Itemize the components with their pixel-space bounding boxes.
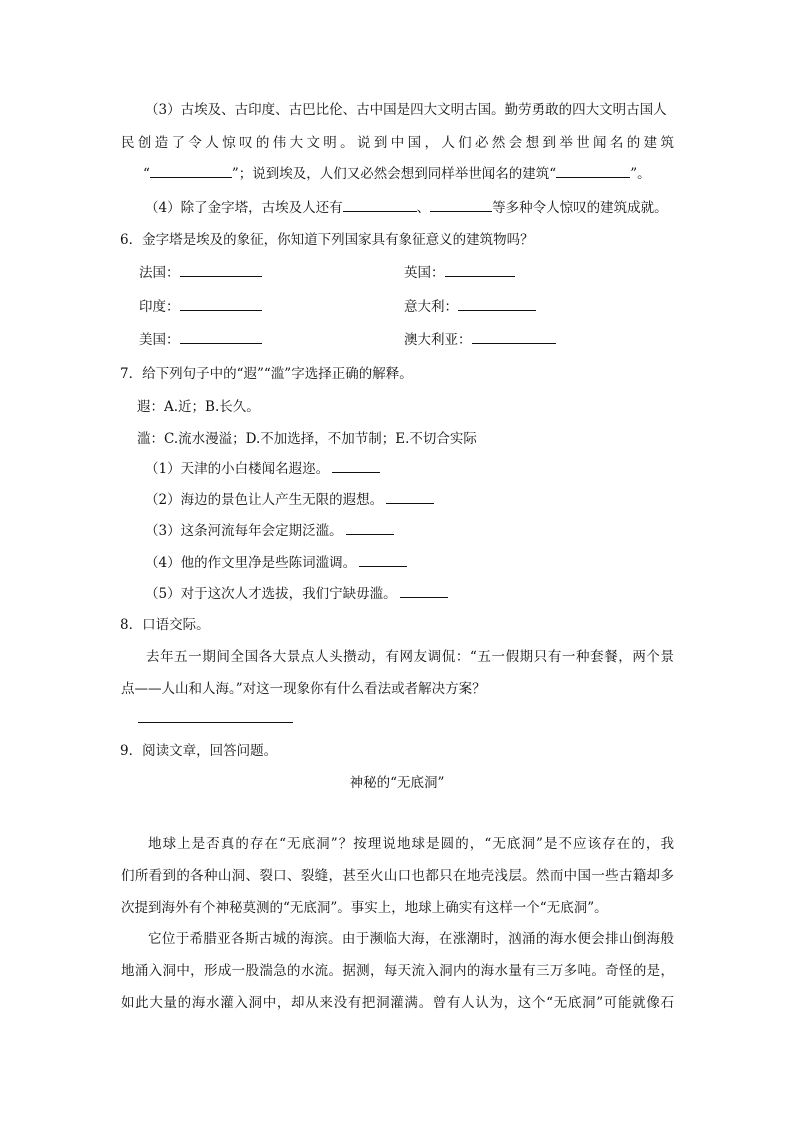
q7-sentence-1 xyxy=(145,459,380,479)
q6-stem: 6．金字塔是埃及的象征，你知道下列国家具有象征意义的建筑物吗？ xyxy=(120,232,534,248)
answer-blank-australia[interactable] xyxy=(472,330,556,344)
q7-sentence-2-text: （2）海边的景色让人产生无限的遐想。 xyxy=(145,492,384,508)
answer-blank-usa[interactable] xyxy=(180,330,262,344)
q6-item-italy xyxy=(404,297,536,317)
answer-blank-q7-3[interactable] xyxy=(346,521,394,535)
answer-blank-building-2[interactable] xyxy=(430,198,492,212)
q5-p4-sep: 、 xyxy=(416,200,431,216)
article-p1-line2 xyxy=(121,866,674,886)
q6-label-australia: 澳大利亚： xyxy=(404,332,472,348)
article-p2-line3-text: 如此大量的海水灌入洞中，却从来没有把洞灌满。曾有人认为，这个“无底洞”可能就像石 xyxy=(121,995,674,1011)
answer-blank-q7-5[interactable] xyxy=(400,584,448,598)
q5-p3-line3-mid: ”；说到埃及，人们又必然会想到同样举世闻名的建筑“ xyxy=(231,166,557,182)
q6-label-italy: 意大利： xyxy=(404,299,458,315)
q5-p4-end: 等多种令人惊叹的建筑成就。 xyxy=(492,200,668,216)
answer-blank-q7-4[interactable] xyxy=(359,553,407,567)
article-p2-line1 xyxy=(148,929,674,949)
article-p2-line2 xyxy=(121,961,674,981)
q6-item-india xyxy=(139,297,262,317)
q6-label-france: 法国： xyxy=(139,265,180,281)
article-p2-line1-text: 它位于希腊亚各斯古城的海滨。由于濒临大海，在涨潮时，汹涌的海水便会排山倒海般 xyxy=(148,931,674,947)
answer-blank-building-1[interactable] xyxy=(343,198,417,212)
q7-def-lan: 滥：C.流水漫溢；D.不加选择，不加节制；E.不切合实际 xyxy=(137,431,477,447)
q6-item-australia xyxy=(404,330,556,350)
q5-p3-line3 xyxy=(143,164,651,184)
article-p1-line2-text: 们所看到的各种山洞、裂口、裂缝，甚至火山口也都只在地壳浅层。然而中国一些古籍却多 xyxy=(121,868,674,884)
q6-label-usa: 美国： xyxy=(139,332,180,348)
article-p2-line2-text: 地涌入洞中，形成一股湍急的水流。据测，每天流入洞内的海水量有三万多吨。奇怪的是， xyxy=(121,963,674,979)
article-p1-line1 xyxy=(148,834,674,854)
q8-text-line1 xyxy=(146,647,674,667)
article-p1-line1-text: 地球上是否真的存在“无底洞”？按理说地球是圆的，“无底洞”是不应该存在的，我 xyxy=(148,836,674,852)
q9-stem: 9．阅读文章，回答问题。 xyxy=(120,743,278,759)
answer-blank-china-building[interactable] xyxy=(150,164,232,178)
answer-blank-egypt-building[interactable] xyxy=(556,164,630,178)
q8-text-line1-text: 去年五一期间全国各大景点人头攒动，有网友调侃：“五一假期只有一种套餐，两个景 xyxy=(146,649,674,665)
q6-item-usa xyxy=(139,330,262,350)
q8-stem: 8．口语交际。 xyxy=(120,617,210,633)
q5-p3-line2-text: 民创造了令人惊叹的伟大文明。说到中国，人们必然会想到举世闻名的建筑 xyxy=(121,135,674,151)
q7-sentence-2 xyxy=(145,490,434,510)
q7-sentence-5 xyxy=(145,584,448,604)
q5-p4 xyxy=(145,198,668,218)
q5-p3-line2 xyxy=(121,133,674,153)
article-p2-line3 xyxy=(121,993,674,1013)
answer-blank-q7-1[interactable] xyxy=(332,459,380,473)
q5-close-quote: ”。 xyxy=(630,166,651,182)
answer-blank-italy[interactable] xyxy=(458,297,536,311)
article-title: 神秘的“无底洞” xyxy=(349,775,445,791)
q8-text-line2: 点——人山和人海。”对这一现象你有什么看法或者解决方案？ xyxy=(121,681,486,697)
answer-line-q8[interactable] xyxy=(138,722,293,723)
article-p1-line3: 次提到海外有个神秘莫测的“无底洞”。事实上，地球上确实有这样一个“无底洞”。 xyxy=(121,900,608,916)
q7-sentence-4 xyxy=(145,553,407,573)
q7-stem: 7．给下列句子中的“遐”“滥”字选择正确的解释。 xyxy=(120,366,413,382)
q7-sentence-5-text: （5）对于这次人才选拔，我们宁缺毋滥。 xyxy=(145,586,397,602)
q6-label-india: 印度： xyxy=(139,299,180,315)
answer-blank-india[interactable] xyxy=(180,297,262,311)
q7-sentence-3 xyxy=(145,521,394,541)
q7-sentence-3-text: （3）这条河流每年会定期泛滥。 xyxy=(145,523,343,539)
answer-blank-france[interactable] xyxy=(180,263,262,277)
answer-blank-uk[interactable] xyxy=(445,263,515,277)
q5-p4-start: （4）除了金字塔，古埃及人还有 xyxy=(145,200,343,216)
q6-item-france xyxy=(139,263,262,283)
q7-sentence-4-text: （4）他的作文里净是些陈词滥调。 xyxy=(145,555,357,571)
q5-open-quote: “ xyxy=(143,166,150,182)
q5-p3-line1: （3）古埃及、古印度、古巴比伦、古中国是四大文明古国。勤劳勇敢的四大文明古国人 xyxy=(145,102,667,118)
answer-blank-q7-2[interactable] xyxy=(386,490,434,504)
q6-item-uk xyxy=(404,263,515,283)
q7-sentence-1-text: （1）天津的小白楼闻名遐迩。 xyxy=(145,461,330,477)
q7-def-xia: 遐：A.近；B.长久。 xyxy=(137,399,260,415)
q6-label-uk: 英国： xyxy=(404,265,445,281)
